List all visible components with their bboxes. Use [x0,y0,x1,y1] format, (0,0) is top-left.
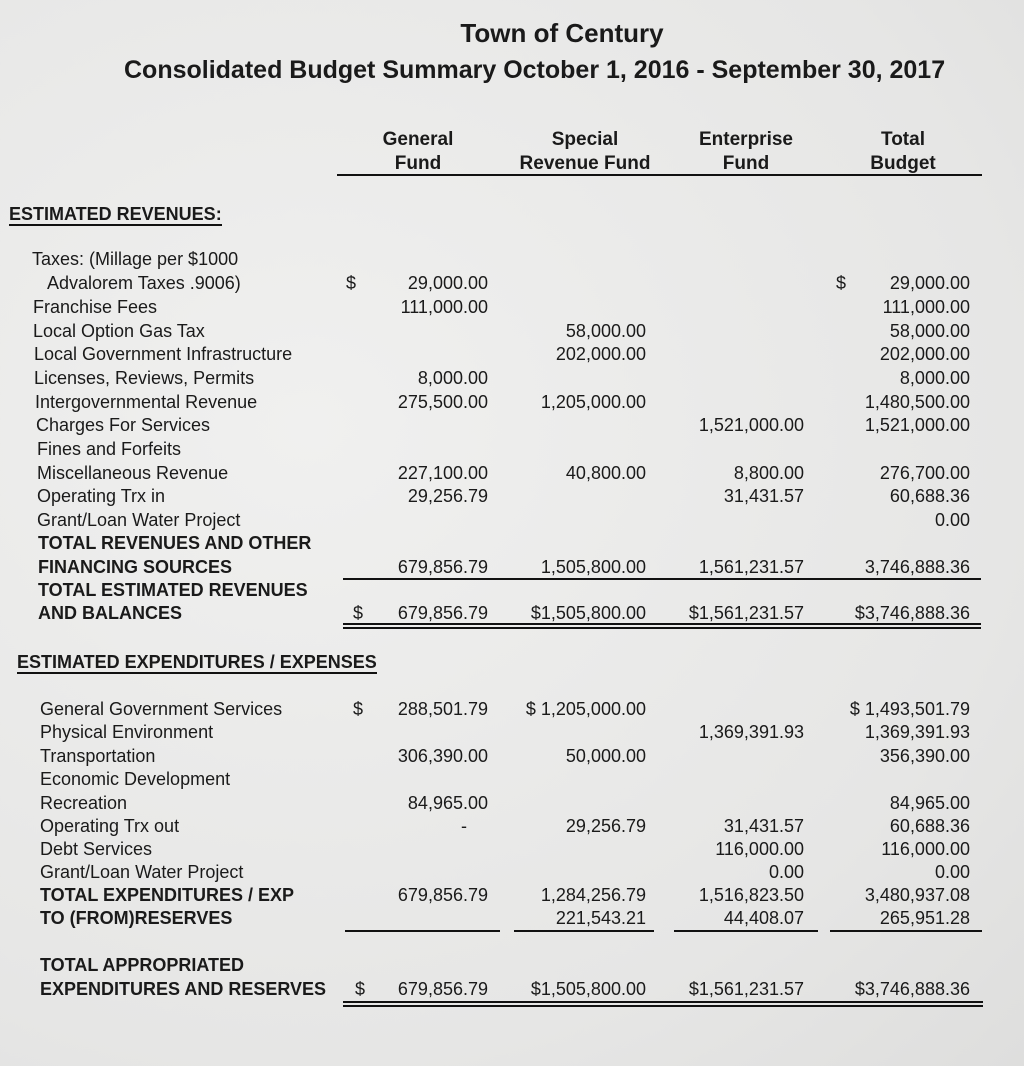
double-rule [343,1001,983,1007]
cell-total: 202,000.00 [879,344,970,364]
cell-special: 40,800.00 [565,463,646,483]
column-header-line: General [382,129,454,150]
document-subtitle: Consolidated Budget Summary October 1, 2016 - September 30, 2017 [124,56,946,84]
row-label: AND BALANCES [38,603,182,623]
row-label: Intergovernmental Revenue [35,392,258,412]
column-header-total-budget [853,128,953,176]
cell-special: 221,543.21 [555,908,646,928]
cell-general: 29,000.00 [407,273,488,293]
column-header-special-revenue-fund [510,128,660,176]
row-label: Local Option Gas Tax [33,321,205,341]
row-label: Miscellaneous Revenue [37,463,229,483]
cell-total: 116,000.00 [881,839,970,859]
row-label: TOTAL ESTIMATED REVENUES [38,580,308,600]
cell-enterprise: 31,431.57 [723,486,804,506]
double-rule [343,623,981,629]
cell-general: 8,000.00 [417,368,488,388]
cell-total: $3,746,888.36 [854,603,970,623]
cell-enterprise: 1,521,000.00 [698,415,804,435]
cell-general: 111,000.00 [400,297,488,317]
column-header-line: Enterprise [699,129,793,150]
table-row [0,953,1024,977]
table-row [0,484,1024,508]
cell-total: 276,700.00 [879,463,970,483]
subtotal-rule [830,930,982,932]
total-appropriated-row [0,977,1024,1001]
table-row [0,697,1024,721]
cell-general: 679,856.79 [397,885,488,905]
cell-total: 0.00 [934,862,970,882]
row-label: Economic Development [40,769,231,789]
cell-general: 227,100.00 [397,463,488,483]
cell-general: 29,256.79 [407,486,488,506]
cell-total: 356,390.00 [879,746,970,766]
row-label: Recreation [40,793,128,813]
table-row [0,744,1024,768]
table-row [0,319,1024,343]
revenues-heading: ESTIMATED REVENUES: [9,204,222,224]
table-row [0,578,1024,602]
row-label: TO (FROM)RESERVES [40,908,233,928]
row-label: FINANCING SOURCES [38,557,233,577]
subtotal-rule [514,930,654,932]
row-label: Operating Trx out [40,816,180,836]
column-header-general-fund [363,128,473,176]
row-label: Operating Trx in [37,486,166,506]
cell-enterprise: 8,800.00 [733,463,804,483]
cell-total: 1,480,500.00 [864,392,970,412]
cell-total: 29,000.00 [889,273,970,293]
table-row [0,531,1024,555]
cell-total: 111,000.00 [882,297,970,317]
cell-total: 3,746,888.36 [864,557,970,577]
cell-enterprise: $1,561,231.57 [688,979,804,999]
cell-general: 275,500.00 [397,392,488,412]
row-label: EXPENDITURES AND RESERVES [40,979,327,999]
row-label: Local Government Infrastructure [34,344,293,364]
cell-total: 8,000.00 [899,368,970,388]
table-row [0,413,1024,437]
column-header-enterprise-fund [686,128,806,176]
cell-special: 29,256.79 [565,816,646,836]
cell-special: 202,000.00 [555,344,646,364]
total-revenues-row [0,555,1024,579]
table-row [0,390,1024,414]
cell-special: $1,505,800.00 [530,603,646,623]
subtotal-rule [674,930,818,932]
row-label: Charges For Services [36,415,211,435]
row-label: TOTAL REVENUES AND OTHER [38,533,312,553]
cell-special: $ 1,205,000.00 [525,699,646,719]
dollar-sign: $ [355,979,366,999]
table-row [0,508,1024,532]
table-row [0,814,1024,838]
total-balances-row [0,601,1024,625]
cell-general: 288,501.79 [397,699,488,719]
cell-enterprise: 1,561,231.57 [698,557,804,577]
cell-total: $ 1,493,501.79 [849,699,970,719]
cell-general: 679,856.79 [397,557,488,577]
cell-enterprise: 44,408.07 [723,908,804,928]
column-header-line: Fund [722,153,770,174]
cell-general: 84,965.00 [407,793,488,813]
cell-general: 679,856.79 [397,979,488,999]
row-label: Physical Environment [40,722,214,742]
table-row [0,461,1024,485]
document-title: Town of Century [460,18,664,48]
table-row [0,342,1024,366]
row-label: General Government Services [40,699,283,719]
cell-total: 265,951.28 [879,908,970,928]
table-row [0,791,1024,815]
table-row [0,271,1024,295]
row-label: Grant/Loan Water Project [37,510,241,530]
subtotal-rule [345,930,500,932]
table-row [0,860,1024,884]
row-label: Grant/Loan Water Project [40,862,244,882]
dollar-sign: $ [346,273,357,293]
dollar-sign: $ [353,699,364,719]
table-row [0,720,1024,744]
table-row [0,437,1024,461]
cell-general: 306,390.00 [397,746,488,766]
row-label: Debt Services [40,839,153,859]
cell-special: $1,505,800.00 [530,979,646,999]
cell-total: $3,746,888.36 [854,979,970,999]
row-label: Franchise Fees [33,297,158,317]
cell-special: 50,000.00 [565,746,646,766]
column-header-line: Special [551,129,619,150]
cell-general: 679,856.79 [397,603,488,623]
expenditures-heading: ESTIMATED EXPENDITURES / EXPENSES [17,652,377,672]
row-label: TOTAL APPROPRIATED [40,955,245,975]
dollar-sign: $ [836,273,847,293]
header-rule [337,174,982,176]
cell-total: 60,688.36 [889,816,970,836]
cell-total: 3,480,937.08 [864,885,970,905]
cell-enterprise: 1,369,391.93 [698,722,804,742]
column-header-line: Fund [394,153,442,174]
cell-enterprise: 0.00 [768,862,804,882]
cell-total: 1,369,391.93 [864,722,970,742]
cell-total: 0.00 [934,510,970,530]
cell-special: 1,284,256.79 [540,885,646,905]
cell-special: 1,505,800.00 [540,557,646,577]
table-row [0,295,1024,319]
row-label: Transportation [40,746,156,766]
table-row [0,247,1024,271]
cell-enterprise: 31,431.57 [723,816,804,836]
row-label: Licenses, Reviews, Permits [34,368,255,388]
table-row [0,767,1024,791]
table-row [0,837,1024,861]
cell-special: 1,205,000.00 [540,392,646,412]
column-header-line: Revenue Fund [519,153,651,174]
cell-total: 84,965.00 [889,793,970,813]
cell-enterprise: 1,516,823.50 [698,885,804,905]
column-header-line: Budget [870,153,936,174]
cell-general: - [461,816,467,836]
cell-special: 58,000.00 [565,321,646,341]
row-label: Taxes: (Millage per $1000 [32,249,239,269]
cell-total: 1,521,000.00 [864,415,970,435]
cell-total: 58,000.00 [889,321,970,341]
reserves-row [0,906,1024,930]
row-label: Advalorem Taxes .9006) [47,273,241,293]
cell-enterprise: $1,561,231.57 [688,603,804,623]
table-row [0,366,1024,390]
cell-enterprise: 116,000.00 [715,839,804,859]
dollar-sign: $ [353,603,364,623]
column-header-line: Total [881,129,925,150]
row-label: TOTAL EXPENDITURES / EXP [40,885,295,905]
row-label: Fines and Forfeits [37,439,182,459]
cell-total: 60,688.36 [889,486,970,506]
total-expenditures-row [0,883,1024,907]
